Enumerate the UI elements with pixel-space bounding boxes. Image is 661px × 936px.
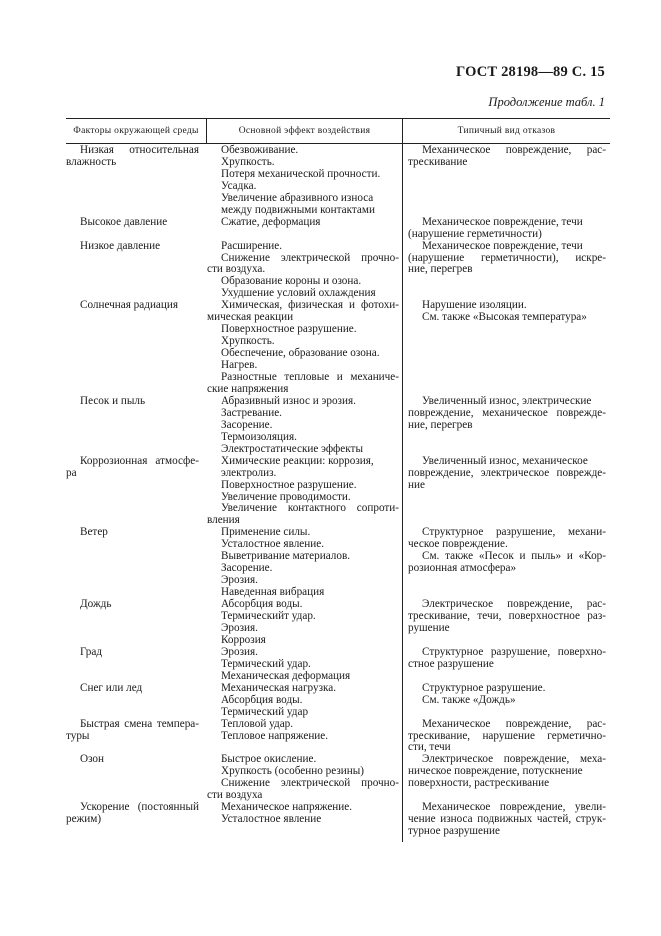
environment-factors-table <box>66 118 610 842</box>
cell-line: Засорение. <box>221 562 273 575</box>
cell-line: Разностные тепловые и механиче- <box>221 370 399 383</box>
effect-cell <box>207 802 399 826</box>
cell-line: Электрическое повреждение, меха- <box>422 753 606 766</box>
cell-line: Абсорбция воды. <box>221 693 303 706</box>
cell-line: ническое повреждение, потускнение <box>408 765 583 778</box>
failure-cell <box>408 527 606 575</box>
cell-line: Структурное разрушение, поверхно- <box>422 645 606 658</box>
cell-line: розионная атмосфера» <box>408 562 517 575</box>
effect-cell <box>207 396 399 456</box>
failure-cell <box>408 456 606 492</box>
cell-line: ние, перегрев <box>408 418 473 431</box>
cell-line: Усадка. <box>221 179 257 192</box>
cell-line: Град <box>80 645 103 658</box>
cell-line: Механическое повреждение, рас- <box>422 717 606 730</box>
cell-line: См. также «Песок и пыль» и «Кор- <box>422 550 606 563</box>
cell-line: Потеря механической прочности. <box>221 167 381 180</box>
cell-line: Нарушение изоляции. <box>422 299 527 312</box>
failure-cell <box>408 719 606 755</box>
failure-cell <box>408 217 606 241</box>
effect-cell <box>207 754 399 802</box>
cell-line: рушение <box>408 621 450 634</box>
cell-line: Низкое давление <box>80 239 161 252</box>
cell-line: туры <box>66 729 90 742</box>
cell-line: Увеличенный износ, механическое <box>422 454 588 467</box>
cell-line: (нарушение герметичности), искре- <box>408 251 606 264</box>
failure-cell <box>408 754 606 790</box>
cell-line: ние <box>408 478 425 491</box>
table-continuation-label: Продолжение табл. 1 <box>488 95 605 109</box>
effect-cell <box>207 647 399 683</box>
cell-line: Обеспечение, образование озона. <box>221 347 380 360</box>
factor-cell <box>66 647 199 659</box>
cell-line: Усталостное явление. <box>221 538 324 551</box>
effect-cell <box>207 145 399 217</box>
cell-line: вления <box>207 514 240 527</box>
cell-line: Расширение. <box>221 239 283 252</box>
cell-line: Ухудшение условий охлаждения <box>221 287 376 300</box>
cell-line: между подвижными контактами <box>221 203 375 216</box>
cell-line: Коррозия <box>221 633 266 646</box>
cell-line: Сжатие, деформация <box>221 215 321 228</box>
cell-line: стное разрушение <box>408 657 494 670</box>
cell-line: мическая реакции <box>207 311 294 324</box>
factor-cell <box>66 683 199 695</box>
cell-line: Термический удар. <box>221 657 311 670</box>
effect-cell <box>207 599 399 647</box>
cell-line: Применение силы. <box>221 526 311 539</box>
cell-line: сти воздуха. <box>207 263 266 276</box>
cell-line: Хрупкость. <box>221 155 275 168</box>
factor-cell <box>66 599 199 611</box>
factor-cell <box>66 754 199 766</box>
cell-line: сти, течи <box>408 741 451 754</box>
cell-line: Низкая относительная <box>80 144 199 156</box>
cell-line: Быстрая смена темпера- <box>80 717 199 730</box>
cell-line: повреждение, электрическое поврежде- <box>408 466 606 479</box>
column-divider-2 <box>402 118 403 842</box>
failure-cell <box>408 599 606 635</box>
cell-line: Тепловое напряжение. <box>221 729 329 742</box>
cell-line: Тепловой удар. <box>221 717 294 730</box>
cell-line: сти воздуха <box>207 789 263 802</box>
cell-line: Засорение. <box>221 418 273 431</box>
cell-line: Механическая нагрузка. <box>221 681 337 694</box>
cell-line: Солнечная радиация <box>80 299 179 312</box>
factor-cell <box>66 527 199 539</box>
effect-cell <box>207 683 399 719</box>
cell-line: Химическая, физическая и фотохи- <box>221 299 399 312</box>
effect-cell <box>207 217 399 229</box>
cell-line: Озон <box>80 753 105 766</box>
cell-line: Ускорение (постоянный <box>80 801 199 814</box>
factor-cell <box>66 456 199 480</box>
cell-line: Увеличение контактного сопроти- <box>221 502 399 515</box>
cell-line: Эрозия. <box>221 645 258 658</box>
effect-cell <box>207 241 399 301</box>
cell-line: Увеличенный износ, электрические <box>422 394 592 407</box>
cell-line: ра <box>66 466 77 479</box>
cell-line: Абразивный износ и эрозия. <box>221 394 356 407</box>
cell-line: турное разрушение <box>408 825 500 838</box>
cell-line: Ветер <box>80 526 108 539</box>
cell-line: трескивание, течи, поверхностное раз- <box>408 610 606 623</box>
factor-cell <box>66 396 199 408</box>
cell-line: Наведенная вибрация <box>221 586 325 599</box>
factor-cell <box>66 719 199 743</box>
cell-line: Эрозия. <box>221 621 258 634</box>
cell-line: Застревание. <box>221 406 282 419</box>
failure-cell <box>408 802 606 838</box>
factor-cell <box>66 802 199 826</box>
cell-line: повреждение, механическое поврежде- <box>408 406 606 419</box>
cell-line: Поверхностное разрушение. <box>221 478 357 491</box>
cell-line: См. также «Дождь» <box>422 693 516 706</box>
cell-line: трескивание, нарушение герметично- <box>408 729 606 742</box>
document-code: ГОСТ 28198—89 С. 15 <box>456 64 605 80</box>
failure-cell <box>408 683 606 707</box>
cell-line: ние, перегрев <box>408 263 473 276</box>
cell-line: Обезвоживание. <box>221 144 299 156</box>
failure-cell <box>408 300 606 324</box>
page-header <box>0 0 661 120</box>
cell-line: Песок и пыль <box>80 394 146 407</box>
cell-line: электролиз. <box>221 466 277 479</box>
failure-cell <box>408 241 606 277</box>
column-header-effect: Основной эффект воздействия <box>238 126 371 136</box>
cell-line: поверхности, растрескивание <box>408 777 550 790</box>
cell-line: ческое повреждение. <box>408 538 508 551</box>
effect-cell <box>207 456 399 528</box>
failure-cell <box>408 396 606 432</box>
cell-line: Механическое повреждение, течи <box>422 239 583 252</box>
table-top-rule <box>66 118 610 119</box>
cell-line: Поверхностное разрушение. <box>221 323 357 336</box>
cell-line: Хрупкость. <box>221 335 275 348</box>
cell-line: Механическая деформация <box>221 669 351 682</box>
cell-line: Образование короны и озона. <box>221 275 362 288</box>
cell-line: Механическое напряжение. <box>221 801 353 814</box>
cell-line: Высокое давление <box>80 215 168 228</box>
cell-line: трескивание <box>408 155 468 168</box>
cell-line: чение износа подвижных частей, струк- <box>408 813 606 826</box>
cell-line: Механическое повреждение, увели- <box>422 801 606 814</box>
cell-line: Электрическое повреждение, рас- <box>422 598 606 611</box>
cell-line: Быстрое окисление. <box>221 753 317 766</box>
cell-line: Снижение электрической прочно- <box>221 777 399 790</box>
cell-line: Термический удар <box>221 705 309 718</box>
effect-cell <box>207 300 399 396</box>
cell-line: Увеличение проводимости. <box>221 490 351 503</box>
cell-line: Хрупкость (особенно резины) <box>221 765 364 778</box>
cell-line: Химические реакции: коррозия, <box>221 454 374 467</box>
cell-line: Структурное разрушение. <box>422 681 546 694</box>
cell-line: Механическое повреждение, течи <box>422 215 583 228</box>
factor-cell <box>66 300 199 312</box>
cell-line: (нарушение герметичности) <box>408 227 542 240</box>
cell-line: Абсорбция воды. <box>221 598 303 611</box>
cell-line: влажность <box>66 155 117 168</box>
cell-line: Увеличение абразивного износа <box>221 191 374 204</box>
cell-line: Снижение электрической прочно- <box>221 251 399 264</box>
effect-cell <box>207 527 399 599</box>
factor-cell <box>66 241 199 253</box>
column-header-failures: Типичный вид отказов <box>457 126 556 136</box>
cell-line: режим) <box>66 813 102 826</box>
cell-line: Эрозия. <box>221 574 258 587</box>
column-header-factors: Факторы окружающей среды <box>73 126 199 136</box>
cell-line: Термическийт удар. <box>221 610 316 623</box>
cell-line: Дождь <box>80 598 112 611</box>
cell-line: Нагрев. <box>221 359 258 372</box>
cell-line: Механическое повреждение, рас- <box>422 144 606 156</box>
cell-line: Усталостное явление <box>221 813 322 826</box>
failure-cell <box>408 647 606 671</box>
cell-line: Снег или лед <box>80 681 143 694</box>
failure-cell <box>408 145 606 169</box>
cell-line: См. также «Высокая температура» <box>422 311 587 324</box>
effect-cell <box>207 719 399 743</box>
factor-cell <box>66 217 199 229</box>
cell-line: ские напряжения <box>207 382 289 395</box>
cell-line: Коррозионная атмосфе- <box>80 454 199 467</box>
cell-line: Структурное разрушение, механи- <box>422 526 606 539</box>
cell-line: Электростатические эффекты <box>221 442 363 455</box>
cell-line: Термоизоляция. <box>221 430 297 443</box>
factor-cell <box>66 145 199 169</box>
cell-line: Выветривание материалов. <box>221 550 351 563</box>
